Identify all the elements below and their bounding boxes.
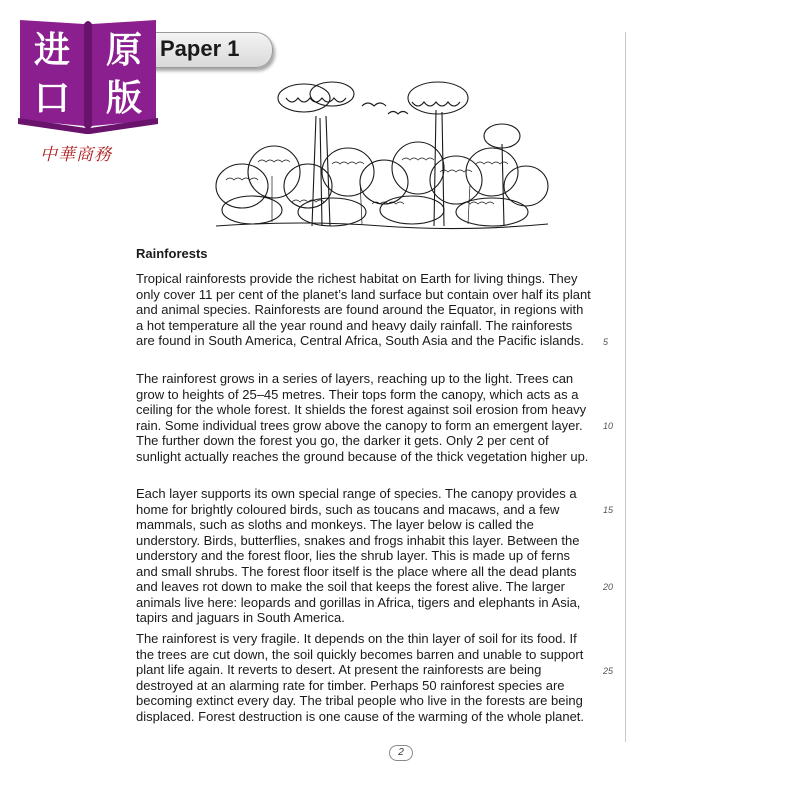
watermark-tagline: 中華商務 bbox=[40, 145, 112, 165]
watermark-logo bbox=[16, 14, 160, 134]
watermark-glyph: 版 bbox=[105, 78, 143, 119]
article-paragraph-3: Each layer supports its own special range of species. The canopy provides a home for brightly coloured birds, such as toucans and macaws, and a few mammals, such as sloths and monkeys. The layer below is called the understory. Birds, butterflies, snakes and frogs inhabit this layer. Between the understory and the forest floor, lies the shrub layer. This is made up of ferns and small shrubs. The forest floor itself is the place where all the dead plants and leaves rot down to make the soil that keeps the forest alive. The larger animals live here: leopards and gorillas in Africa, tigers and elephants in Asia, tapirs and jaguars in South America. bbox=[136, 486, 581, 625]
paper-label: Paper 1 bbox=[160, 36, 240, 61]
line-number: 10 bbox=[603, 421, 614, 431]
line-number: 5 bbox=[603, 337, 609, 347]
watermark-glyph: 进 bbox=[33, 30, 71, 71]
line-number: 20 bbox=[603, 582, 614, 592]
watermark-glyph: 原 bbox=[105, 30, 143, 71]
article-title: Rainforests bbox=[136, 246, 208, 261]
page-number: 2 bbox=[389, 745, 413, 761]
article-paragraph-4: The rainforest is very fragile. It depends on the thin layer of soil for its food. If the trees are cut down, the soil quickly becomes barren and unable to support plant life again. It reverts to desert. At present the rainforests are being destroyed at an alarming rate for timber. Perhaps 50 rainforest species are becoming extinct every day. The tribal people who live in the forests are being displaced. Forest destruction is one cause of the warming of the whole planet. bbox=[136, 631, 585, 724]
watermark-glyph: 口 bbox=[33, 78, 71, 119]
rainforest-trees-illustration bbox=[212, 76, 552, 234]
article-paragraph-2: The rainforest grows in a series of layers, reaching up to the light. Trees can grow to heights of 25–45 metres. Their tops form the canopy, which acts as a ceiling for the whole forest. It shields the forest against soil erosion from heavy rain. Some individual trees grow above the canopy to form an emergent layer. The further down the forest you go, the darker it gets. Only 2 per cent of sunlight actually reaches the ground because of the thick vegetation higher up. bbox=[136, 371, 589, 464]
book-icon bbox=[16, 14, 160, 134]
margin-rule bbox=[625, 32, 626, 742]
line-number: 25 bbox=[603, 666, 614, 676]
line-number: 15 bbox=[603, 505, 614, 515]
article-paragraph-1: Tropical rainforests provide the richest habitat on Earth for living things. They only cover 11 per cent of the planet’s land surface but contain over half its plant and animal species. Rainforests are found around the Equator, in regions with a hot temperature all the year round and heavy daily rainfall. The rainforests are found in South America, Central Africa, South Asia and the Pacific islands. bbox=[136, 271, 591, 348]
